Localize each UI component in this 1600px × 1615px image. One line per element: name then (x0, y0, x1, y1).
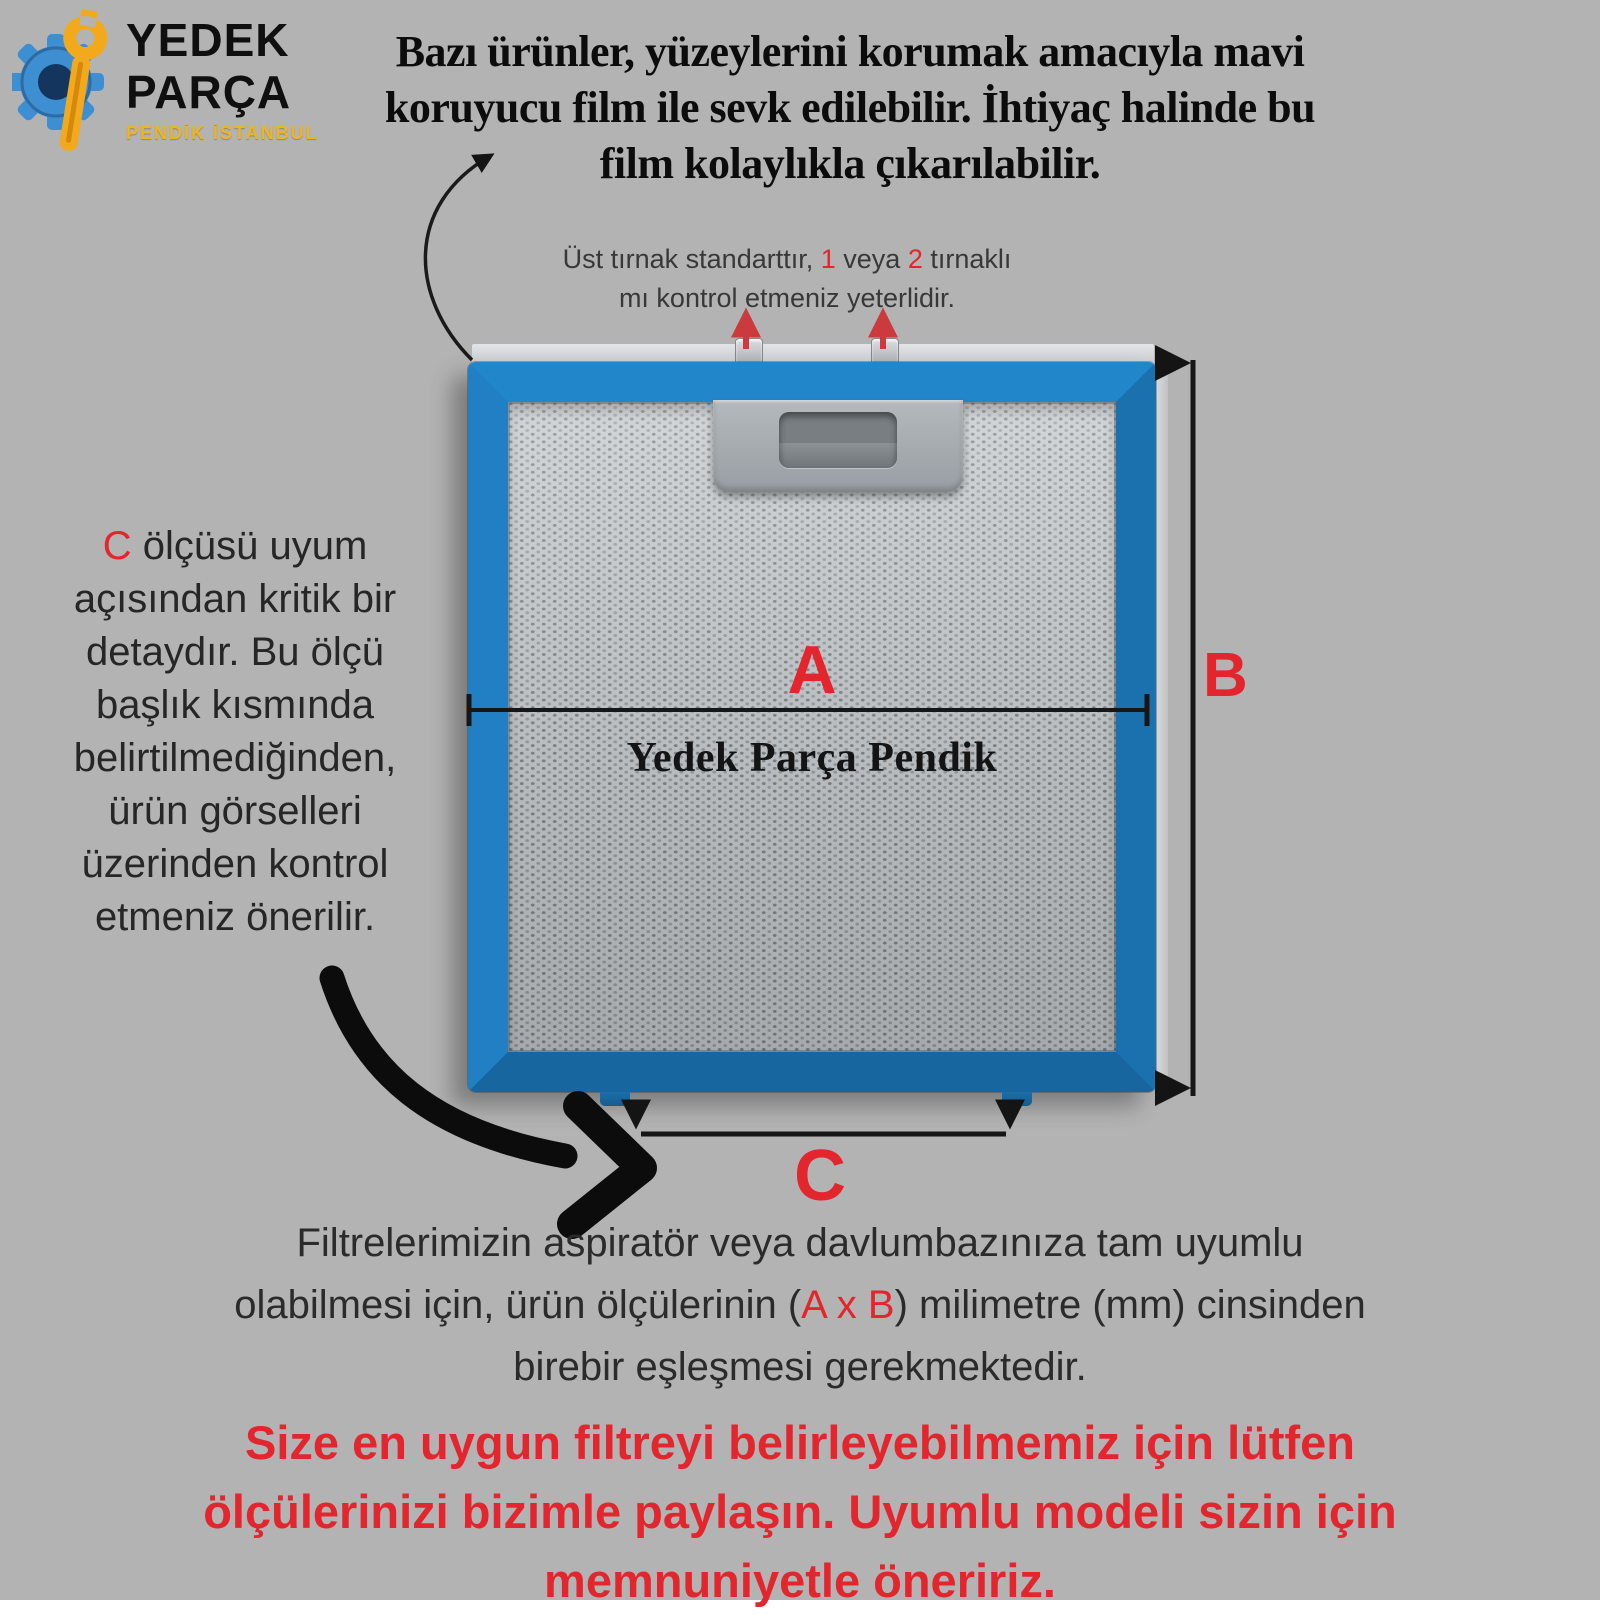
filter-watermark: Yedek Parça Pendik (626, 735, 998, 781)
text-segment: memnuniyetle öneririz. (544, 1554, 1056, 1607)
text-segment: film kolaylıkla çıkarılabilir. (599, 139, 1101, 188)
filter-handle-recess (779, 412, 897, 468)
logo-title-line2: PARÇA (126, 66, 292, 118)
text-segment: ürün görselleri (108, 789, 362, 833)
text-segment: A x B (801, 1283, 895, 1327)
filter-top-edge (472, 344, 1154, 364)
filter-right-edge (1156, 368, 1168, 1084)
text-segment: ölçüsü uyum (131, 524, 368, 568)
text-segment: belirtilmediğinden, (73, 736, 397, 780)
gear-wrench-logo-icon (12, 6, 124, 156)
text-segment: etmeniz önerilir. (94, 895, 376, 939)
text-segment: ölçülerinizi bizimle paylaşın. Uyumlu modeli sizin için (203, 1485, 1397, 1538)
protective-film-heading (320, 24, 1380, 192)
filter-handle (713, 400, 963, 492)
filter-frame (468, 362, 1156, 1092)
text-segment: koruyucu film ile sevk edilebilir. İhtiyaç halinde bu (384, 83, 1316, 132)
logo-text (126, 14, 319, 144)
dimension-label-c: C (794, 1136, 846, 1216)
text-segment: Size en uygun filtreyi belirleyebilmemiz için lütfen (245, 1416, 1355, 1469)
text-segment: üzerinden kontrol (81, 842, 389, 886)
text-segment: açısından kritik bir (73, 577, 397, 621)
text-segment: ) milimetre (mm) cinsinden (894, 1283, 1366, 1327)
text-segment: başlık kısmında (96, 683, 374, 727)
filter-mesh (508, 402, 1116, 1052)
text-segment: mı kontrol etmeniz yeterlidir. (618, 283, 956, 313)
big-curved-arrow-head (572, 1106, 642, 1224)
top-tab-note (527, 240, 1047, 318)
text-segment: 2 (907, 244, 923, 274)
text-segment: 1 (820, 244, 836, 274)
c-dimension-note (18, 520, 452, 944)
dimension-label-a: A (787, 632, 837, 708)
filter-bottom-tab-left (600, 1092, 630, 1106)
text-segment: C (102, 524, 132, 568)
text-segment: olabilmesi için, ürün ölçülerinin ( (234, 1283, 802, 1327)
text-segment: detaydır. Bu ölçü (86, 630, 384, 674)
text-segment: Üst tırnak standarttır, (562, 244, 821, 274)
text-segment: veya (835, 244, 908, 274)
cta-note (60, 1408, 1540, 1615)
logo-title-line1: YEDEK (126, 14, 290, 66)
text-segment: tırnaklı (922, 244, 1012, 274)
text-segment: Filtrelerimizin aspiratör veya davlumbazınıza tam uyumlu (296, 1221, 1304, 1265)
logo (0, 0, 330, 170)
fit-requirement-note (80, 1212, 1520, 1398)
text-segment: Bazı ürünler, yüzeylerini korumak amacıyla mavi (395, 27, 1305, 76)
logo-subtitle: PENDİK İSTANBUL (126, 123, 319, 143)
text-segment: birebir eşleşmesi gerekmektedir. (513, 1345, 1087, 1389)
dimension-label-b: B (1203, 641, 1248, 710)
filter-bottom-tab-right (1002, 1092, 1032, 1106)
